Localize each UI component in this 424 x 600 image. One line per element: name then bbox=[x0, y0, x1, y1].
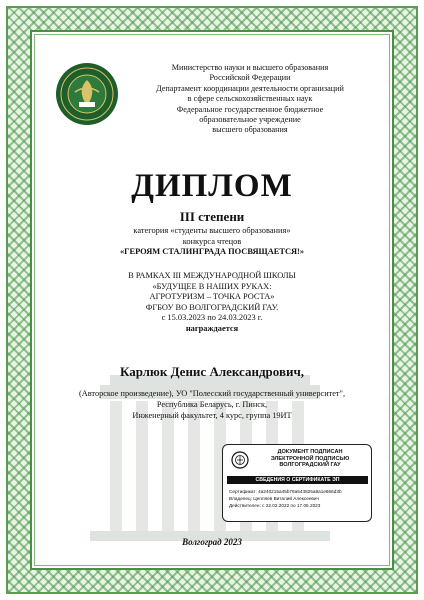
degree-label: III степени bbox=[179, 209, 245, 224]
contest-name: «ГЕРОЯМ СТАЛИНГРАДА ПОСВЯЩАЕТСЯ!» bbox=[119, 247, 305, 257]
certificate-info-bar: СВЕДЕНИЯ О СЕРТИФИКАТЕ ЭП bbox=[227, 476, 368, 484]
certificate-details bbox=[229, 488, 369, 510]
certificate-line: Сертификат: 4a240215a45b78a543825a8a1e866d3b bbox=[229, 489, 342, 494]
contest-text: конкурса чтецов bbox=[182, 236, 242, 246]
signature-head-line: ВОЛГОГРАДСКИЙ ГАУ bbox=[279, 462, 341, 469]
ministry-line: Федеральное государственное бюджетное bbox=[176, 104, 324, 114]
signature-head-line: ДОКУМЕНТ ПОДПИСАН bbox=[277, 449, 343, 455]
recipient-name: Карлюк Денис Александрович, bbox=[119, 364, 305, 379]
details-line: (Авторское произведение), УО "Полесский государственный университет", bbox=[78, 389, 346, 398]
school-line: В РАМКАХ III МЕЖДУНАРОДНОЙ ШКОЛЫ bbox=[128, 271, 296, 280]
ministry-line: Департамент координации деятельности организаций bbox=[156, 83, 344, 93]
ministry-line: Российской Федерации bbox=[209, 73, 291, 83]
signature-header bbox=[253, 449, 367, 469]
ministry-line: Министерство науки и высшего образования bbox=[171, 63, 329, 72]
details-line: Республика Беларусь, г. Пинск, bbox=[156, 400, 268, 409]
school-line: АГРОТУРИЗМ – ТОЧКА РОСТА» bbox=[149, 292, 275, 302]
city-year: Волгоград 2023 bbox=[182, 537, 242, 547]
ministry-line: высшего образования bbox=[212, 125, 288, 135]
ministry-header bbox=[130, 63, 370, 136]
certificate-line: Действителен: с 22.02.2022 по 17.05.2023 bbox=[229, 503, 321, 509]
signature-head-line: ЭЛЕКТРОННОЙ ПОДПИСЬЮ bbox=[270, 455, 350, 462]
ministry-line: образовательное учреждение bbox=[199, 115, 301, 125]
diploma-title: ДИПЛОМ bbox=[131, 168, 293, 204]
details-line: Инженерный факультет, 4 курс, группа 19ИТ bbox=[132, 411, 292, 420]
awarded-text: награждается bbox=[185, 323, 239, 333]
school-line: ФГБОУ ВО ВОЛГОГРАДСКИЙ ГАУ. bbox=[145, 302, 279, 312]
school-line: с 15.03.2023 по 24.03.2023 г. bbox=[161, 313, 263, 323]
electronic-signature-stamp bbox=[222, 444, 372, 522]
recipient-details bbox=[0, 388, 424, 421]
university-emblem-icon bbox=[55, 62, 119, 126]
certificate-line: Владелец: Цепляев Виталий Алексеевич bbox=[229, 496, 319, 502]
school-line: «БУДУЩЕЕ В НАШИХ РУКАХ: bbox=[152, 281, 272, 291]
ministry-line: в сфере сельскохозяйственных наук bbox=[187, 94, 313, 104]
category-text: категория «студенты высшего образования» bbox=[133, 226, 291, 235]
school-block bbox=[0, 271, 424, 335]
signature-seal-icon bbox=[231, 451, 249, 469]
contest-block bbox=[0, 226, 424, 258]
